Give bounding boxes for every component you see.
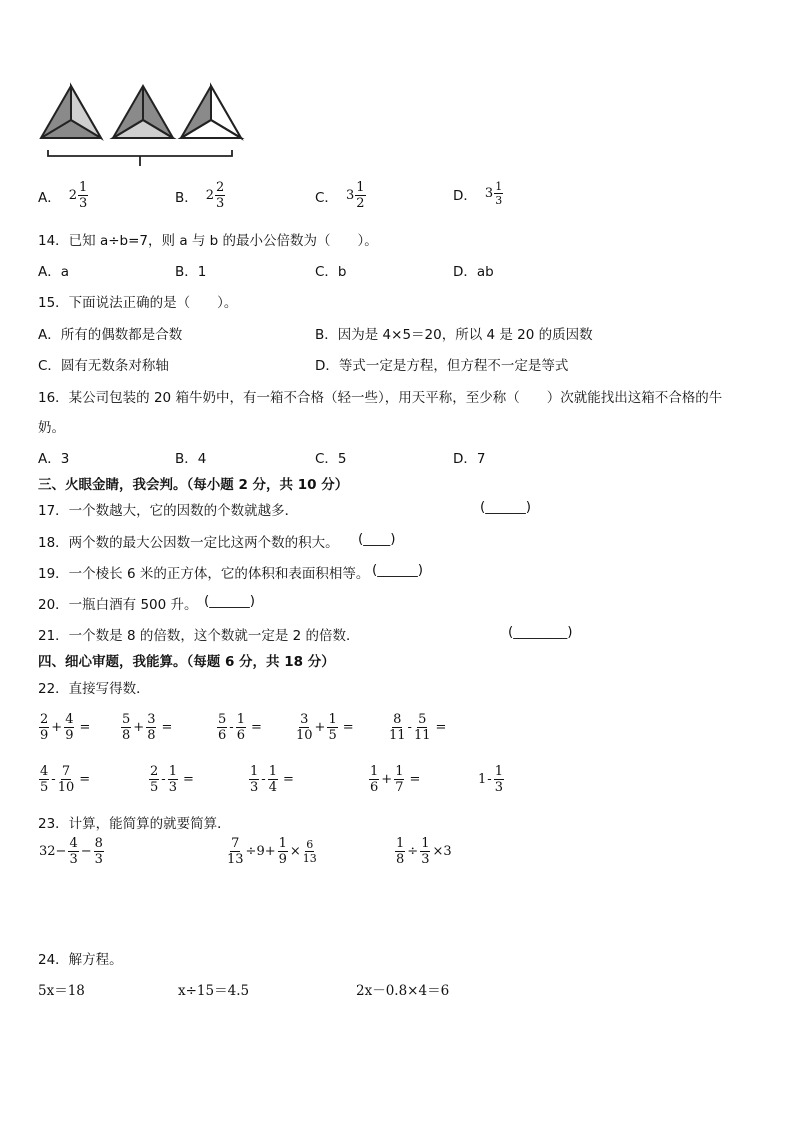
fraction-denominator: 3	[94, 852, 103, 867]
operator: -	[407, 720, 412, 735]
q13-option-fraction	[494, 181, 503, 206]
q19-text: 19．一个棱长 6 米的正方体，它的体积和表面积相等。	[38, 566, 370, 582]
fraction	[94, 837, 104, 866]
operator: -	[261, 772, 266, 787]
fraction-a-denominator: 5	[150, 780, 159, 795]
fraction-a	[39, 713, 49, 742]
fraction-b-numerator: 5	[418, 712, 427, 727]
fraction	[420, 837, 430, 866]
term: ×3	[432, 844, 452, 859]
fraction-b	[236, 713, 246, 742]
fraction-denominator: 8	[396, 852, 405, 867]
brace	[48, 150, 232, 166]
fraction-a-numerator: 8	[393, 712, 402, 727]
fraction-numerator: 1	[421, 836, 430, 851]
operator: +	[133, 720, 145, 735]
q13-option-label: C．	[315, 189, 338, 206]
q13-option-fraction-denominator: 2	[356, 196, 365, 211]
operator: -	[487, 772, 492, 787]
fraction-a	[217, 713, 227, 742]
q13-option-label: D．	[453, 187, 477, 204]
operator: +	[51, 720, 63, 735]
fraction-b-denominator: 11	[413, 728, 431, 743]
q22-row1-item-3	[216, 713, 263, 742]
triangles-figure	[36, 82, 248, 172]
q13-option-a	[38, 181, 89, 210]
q22-row2-item-2	[148, 765, 195, 794]
q13-option-label: B．	[175, 189, 198, 206]
operator: -	[51, 772, 56, 787]
term: −	[80, 844, 92, 859]
q13-option-fraction-denominator: 3	[216, 196, 225, 211]
fraction-a	[389, 713, 406, 742]
q24-equation-2: x÷15＝4.5	[178, 983, 250, 999]
fraction-b-numerator: 1	[395, 764, 404, 779]
equals-sign: =	[161, 720, 173, 735]
fraction-denominator: 13	[302, 852, 317, 865]
fraction-denominator: 9	[278, 852, 287, 867]
q20-text: 20．一瓶白酒有 500 升。	[38, 597, 198, 613]
section3-title: 三、火眼金睛，我会判。（每小题 2 分，共 10 分）	[38, 477, 349, 493]
fraction-a-numerator: 2	[40, 712, 49, 727]
equals-sign: =	[282, 772, 294, 787]
fraction	[303, 839, 317, 864]
q18-text: 18．两个数的最大公因数一定比这两个数的积大。	[38, 535, 339, 551]
fraction-b-denominator: 6	[236, 728, 245, 743]
fraction-b	[168, 765, 178, 794]
q16-option-c: C．5	[315, 451, 347, 467]
q21-text: 21．一个数是 8 的倍数，这个数就一定是 2 的倍数．	[38, 628, 360, 644]
equals-sign: =	[79, 772, 91, 787]
q13-option-b	[175, 181, 226, 210]
q22-row1-item-5	[388, 713, 447, 742]
q14-option-b: B．1	[175, 264, 207, 280]
operator: -	[161, 772, 166, 787]
fraction-numerator: 8	[94, 836, 103, 851]
operator: +	[381, 772, 393, 787]
q13-option-fraction-numerator: 2	[216, 180, 225, 195]
fraction-a	[149, 765, 159, 794]
integer-a: 1	[478, 772, 487, 787]
operator: +	[314, 720, 326, 735]
fraction-numerator: 6	[306, 838, 314, 851]
q22-row2-item-1	[38, 765, 91, 794]
fraction-a-denominator: 6	[218, 728, 227, 743]
q15-option-b: B．因为是 4×5＝20，所以 4 是 20 的质因数	[315, 327, 593, 343]
fraction-a-numerator: 1	[370, 764, 379, 779]
q13-option-whole: 3	[484, 186, 494, 201]
fraction-a-numerator: 2	[150, 764, 159, 779]
q13-option-fraction-numerator: 1	[356, 180, 365, 195]
term: ÷	[407, 844, 419, 859]
equals-sign: =	[435, 720, 447, 735]
term: ÷9+	[245, 844, 276, 859]
triangle-1	[41, 86, 101, 138]
fraction-b	[414, 713, 431, 742]
equals-sign: =	[79, 720, 91, 735]
fraction-b-denominator: 7	[395, 780, 404, 795]
fraction-b-denominator: 3	[494, 780, 503, 795]
fraction-a-numerator: 3	[300, 712, 309, 727]
fraction-b	[494, 765, 504, 794]
fraction-a-numerator: 4	[40, 764, 49, 779]
q23-expression-2	[226, 837, 318, 866]
fraction-b-denominator: 4	[268, 780, 277, 795]
fraction-a	[39, 765, 49, 794]
q22-stem: 22．直接写得数．	[38, 681, 150, 697]
fraction-a-numerator: 5	[218, 712, 227, 727]
fraction-b-numerator: 4	[65, 712, 74, 727]
q24-equation-1: 5x＝18	[38, 983, 85, 999]
q21-blank[interactable]: (________)	[508, 624, 573, 640]
q15-option-a: A．所有的偶数都是合数	[38, 327, 183, 343]
q20-blank[interactable]: (______)	[204, 593, 256, 609]
fraction-b-denominator: 10	[57, 780, 75, 795]
fraction-a	[121, 713, 131, 742]
q13-option-label: A．	[38, 189, 61, 206]
fraction-b	[146, 713, 156, 742]
equals-sign: =	[342, 720, 354, 735]
q13-option-fraction	[78, 181, 88, 210]
fraction	[395, 837, 405, 866]
q14-stem: 14．已知 a÷b=7，则 a 与 b 的最小公倍数为（ ）。	[38, 233, 378, 249]
fraction-b-numerator: 1	[494, 764, 503, 779]
fraction	[227, 837, 244, 866]
operator: -	[229, 720, 234, 735]
section4-title: 四、细心审题，我能算。（每题 6 分，共 18 分）	[38, 654, 335, 670]
q13-option-whole: 2	[68, 188, 78, 203]
fraction-b-numerator: 1	[168, 764, 177, 779]
q17-blank[interactable]: (______)	[480, 499, 532, 515]
q16-option-d: D．7	[453, 451, 486, 467]
q13-option-c	[315, 181, 367, 210]
q14-option-c: C．b	[315, 264, 347, 280]
fraction-a-denominator: 5	[40, 780, 49, 795]
q19-blank[interactable]: (______)	[372, 562, 424, 578]
fraction-denominator: 3	[69, 852, 78, 867]
q22-row2-item-4	[368, 765, 421, 794]
fraction-a	[369, 765, 379, 794]
q13-option-fraction	[355, 181, 365, 210]
q14-option-d: D．ab	[453, 264, 494, 280]
q16-option-a: A．3	[38, 451, 70, 467]
q13-option-fraction-numerator: 1	[495, 180, 503, 193]
term: ×	[289, 844, 301, 859]
fraction-b-denominator: 5	[328, 728, 337, 743]
q22-row1-item-2	[120, 713, 173, 742]
q15-option-d: D．等式一定是方程，但方程不一定是等式	[315, 358, 569, 374]
fraction-a-denominator: 3	[250, 780, 259, 795]
q14-option-a: A．a	[38, 264, 70, 280]
equals-sign: =	[182, 772, 194, 787]
fraction-denominator: 13	[227, 852, 244, 867]
q23-expression-1	[38, 837, 105, 866]
fraction-b-numerator: 1	[328, 712, 337, 727]
equals-sign: =	[409, 772, 421, 787]
fraction-a-denominator: 10	[296, 728, 313, 743]
fraction-b	[58, 765, 75, 794]
fraction-numerator: 1	[278, 836, 287, 851]
fraction-b-numerator: 7	[61, 764, 71, 779]
fraction-a-denominator: 8	[122, 728, 131, 743]
q22-row2-item-5	[478, 765, 505, 794]
fraction-a	[249, 765, 259, 794]
fraction-b	[394, 765, 404, 794]
q13-option-fraction-denominator: 3	[79, 196, 88, 211]
fraction-b	[268, 765, 278, 794]
fraction-b-denominator: 8	[147, 728, 156, 743]
q22-row2-item-3	[248, 765, 295, 794]
q13-option-fraction	[215, 181, 225, 210]
fraction-a-denominator: 11	[389, 728, 406, 743]
q16-stem-line1: 16．某公司包装的 20 箱牛奶中，有一箱不合格（轻一些），用天平称，至少称（ ）次就能找出这箱不合格的牛	[38, 390, 723, 406]
q13-option-whole: 2	[205, 188, 215, 203]
fraction-b-denominator: 3	[168, 780, 177, 795]
q16-option-b: B．4	[175, 451, 207, 467]
q13-option-fraction-denominator: 3	[495, 194, 503, 207]
fraction-a-numerator: 1	[250, 764, 259, 779]
fraction-b-numerator: 1	[236, 712, 245, 727]
q23-expression-3	[394, 837, 453, 866]
fraction-a-denominator: 9	[40, 728, 49, 743]
fraction-b	[327, 713, 337, 742]
q22-row1-item-4	[295, 713, 355, 742]
fraction-a-numerator: 5	[122, 712, 131, 727]
fraction-b-numerator: 1	[268, 764, 277, 779]
equals-sign: =	[250, 720, 262, 735]
q24-equation-3: 2x－0.8×4＝6	[356, 983, 450, 999]
q24-stem: 24．解方程。	[38, 952, 123, 968]
fraction-numerator: 4	[69, 836, 78, 851]
q17-text: 17．一个数越大，它的因数的个数就越多．	[38, 503, 299, 519]
term: 32−	[39, 844, 67, 859]
fraction-a	[296, 713, 313, 742]
fraction-denominator: 3	[421, 852, 430, 867]
q15-option-c: C．圆有无数条对称轴	[38, 358, 169, 374]
fraction-numerator: 1	[396, 836, 405, 851]
fraction-b-denominator: 9	[65, 728, 74, 743]
fraction-b-numerator: 3	[147, 712, 156, 727]
fraction-numerator: 7	[231, 836, 240, 851]
triangle-3	[181, 86, 241, 138]
q13-option-d	[453, 181, 504, 206]
q13-option-whole: 3	[345, 188, 355, 203]
q13-option-fraction-numerator: 1	[79, 180, 88, 195]
q16-stem-line2: 奶。	[38, 420, 65, 436]
q22-row1-item-1	[38, 713, 91, 742]
fraction	[278, 837, 288, 866]
fraction	[68, 837, 78, 866]
q23-stem: 23．计算，能简算的就要简算．	[38, 816, 231, 832]
q15-stem: 15．下面说法正确的是（ ）。	[38, 295, 238, 311]
fraction-a-denominator: 6	[370, 780, 379, 795]
triangle-2	[113, 86, 173, 138]
fraction-b	[64, 713, 74, 742]
q18-blank[interactable]: (____)	[358, 531, 396, 547]
